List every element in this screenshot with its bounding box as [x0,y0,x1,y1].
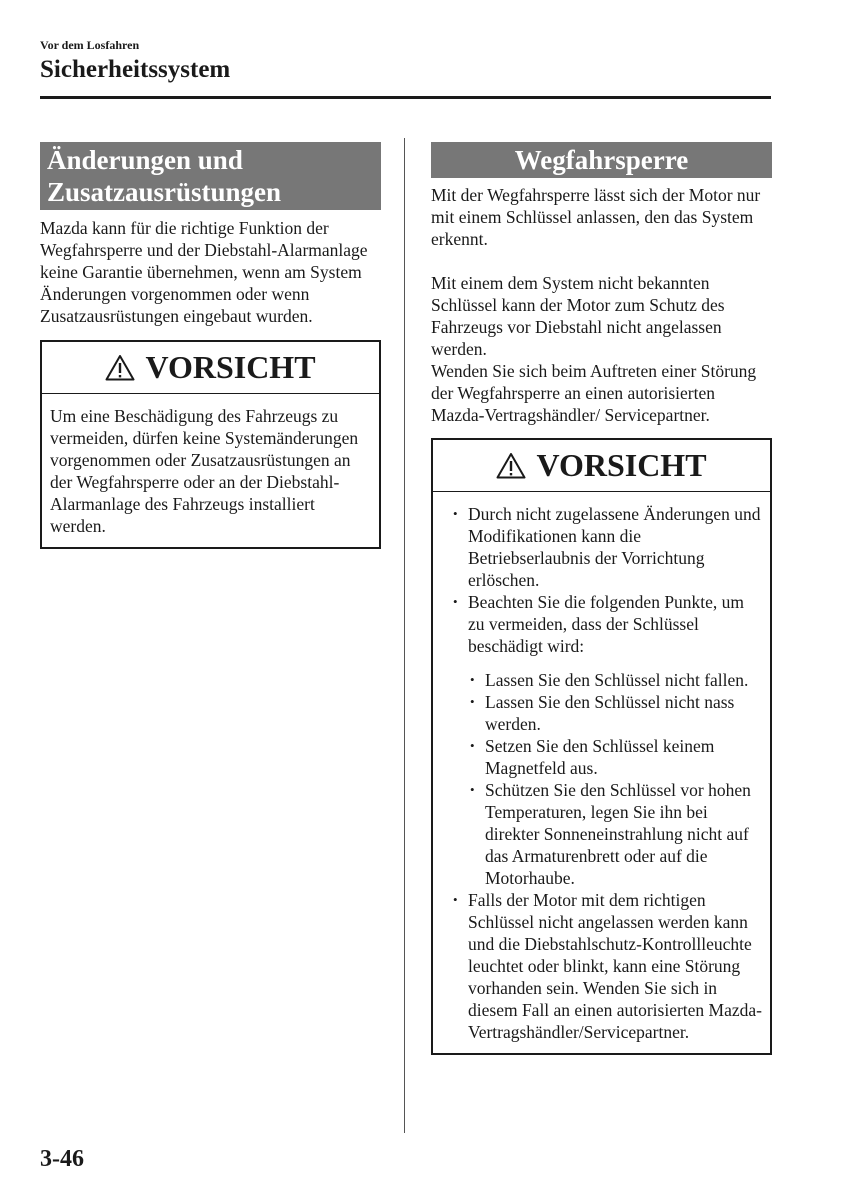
warning-title: VORSICHT [536,447,707,483]
body-paragraph-2: Mit einem dem System nicht bekannten Schlüssel kann der Motor zum Schutz des Fahrzeugs vor Diebstahl nicht angelassen werden. [431,273,725,359]
sub-list-item: • Schützen Sie den Schlüssel vor hohen Temperaturen, legen Sie ihn bei direkter Sonneneinstrahlung nicht auf das Armaturenbrett oder auf die Motorhaube. [468,779,762,889]
section-heading-line2: Zusatzausrüstungen [47,177,282,207]
sub-list-item: • Lassen Sie den Schlüssel nicht nass werden. [468,691,762,735]
body-paragraph-3: Wenden Sie sich beim Auftreten einer Störung der Wegfahrsperre an einen autorisierten Mazda-Vertragshändler/ Servicepartner. [431,361,757,425]
section-heading-aenderungen [40,142,381,210]
sub-list-item: • Setzen Sie den Schlüssel keinem Magnetfeld aus. [468,735,762,779]
body-paragraph: Mazda kann für die richtige Funktion der Wegfahrsperre und der Diebstahl-Alarmanlage keine Garantie übernehmen, wenn am System Änderungen vorgenommen oder wenn Zusatzausrüstungen eingebaut wurden. [40,218,368,326]
warning-box [431,438,772,1055]
body-paragraph-1: Mit der Wegfahrsperre lässt sich der Motor nur mit einem Schlüssel anlassen, den das System erkennt. [431,185,761,249]
right-column [431,142,772,1055]
list-item [441,591,762,889]
page-number: 3-46 [40,1146,84,1172]
warning-header [42,342,379,394]
column-divider [404,138,405,1133]
warning-box [40,340,381,549]
section-heading-line1: Änderungen und [47,145,243,175]
left-column [40,142,381,549]
warning-triangle-icon [105,354,135,381]
warning-title: VORSICHT [145,349,316,385]
list-item-text: Beachten Sie die folgenden Punkte, um zu vermeiden, dass der Schlüssel beschädigt wird: [468,592,745,656]
warning-triangle-icon [496,452,526,479]
page-title: Sicherheitssystem [40,56,231,83]
chapter-kicker: Vor dem Losfahren [40,38,140,52]
warning-bullet-list [441,503,762,1043]
header-rule [40,96,771,99]
warning-content [433,492,770,1053]
key-care-sub-list [468,669,762,889]
list-item: • Durch nicht zugelassene Änderungen und Modifikationen kann die Betriebserlaubnis der Vorrichtung erlöschen. [441,503,762,591]
warning-text: Um eine Beschädigung des Fahrzeugs zu vermeiden, dürfen keine Systemänderungen vorgenommen oder Zusatzausrüstungen an der Wegfahrsperre oder an der Diebstahl-Alarmanlage des Fahrzeugs installiert werden. [50,406,359,536]
sub-list-item: • Lassen Sie den Schlüssel nicht fallen. [468,669,762,691]
warning-header [433,440,770,492]
section-heading-wegfahrsperre: Wegfahrsperre [431,142,772,178]
list-item: • Falls der Motor mit dem richtigen Schlüssel nicht angelassen werden kann und die Diebstahlschutz-Kontrollleuchte leuchtet oder blinkt, kann eine Störung vorhanden sein. Wenden Sie sich in diesem Fall an einen autorisierten Mazda-Vertragshändler/Servicepartner. [441,889,762,1043]
